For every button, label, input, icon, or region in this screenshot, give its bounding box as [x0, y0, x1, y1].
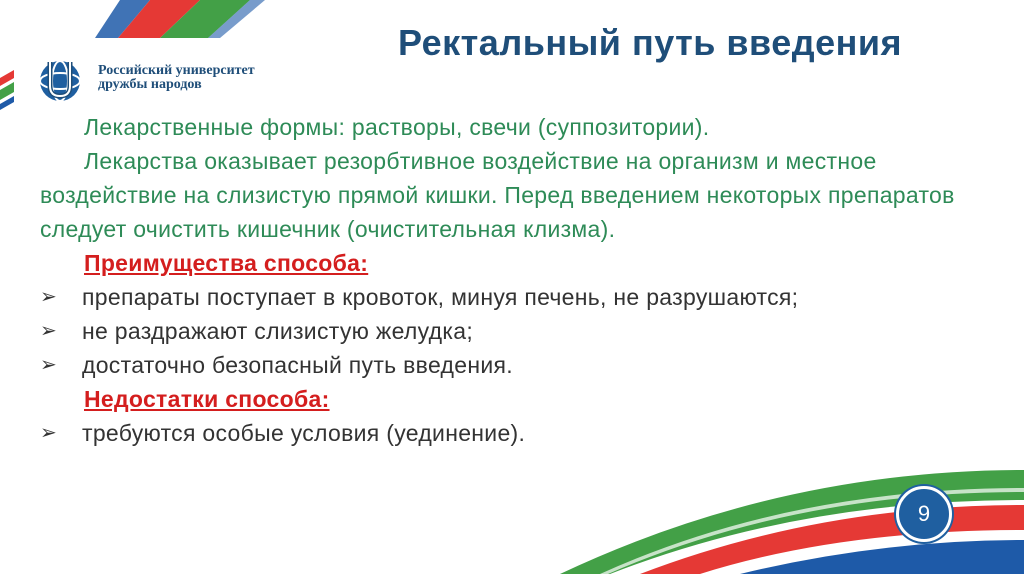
arrow-bullet-icon: ➢ [40, 320, 58, 342]
list-item [40, 348, 980, 382]
advantage-item-2: не раздражают слизистую желудка; [82, 318, 474, 344]
page-number-badge: 9 [896, 486, 952, 542]
disadvantage-item-1: требуются особые условия (уединение). [82, 420, 526, 446]
arrow-bullet-icon: ➢ [40, 354, 58, 376]
disadvantages-heading: Недостатки способа: [84, 386, 330, 412]
paragraph-forms: Лекарственные формы: растворы, свечи (суппозитории). [84, 114, 710, 140]
advantage-item-1: препараты поступает в кровоток, минуя печень, не разрушаются; [82, 284, 799, 310]
slide-content [40, 110, 980, 450]
logo-line-2: дружбы народов [98, 77, 202, 92]
advantage-item-3: достаточно безопасный путь введения. [82, 352, 513, 378]
logo-text [98, 64, 255, 92]
arrow-bullet-icon: ➢ [40, 286, 58, 308]
list-item [40, 416, 980, 450]
slide-title: Ректальный путь введения [398, 22, 902, 63]
advantages-heading: Преимущества способа: [84, 250, 369, 276]
list-item [40, 314, 980, 348]
arrow-bullet-icon: ➢ [40, 422, 58, 444]
logo-line-1: Российский университет [98, 63, 255, 78]
list-item [40, 280, 980, 314]
paragraph-action: Лекарства оказывает резорбтивное воздействие на организм и местное воздействие на слизистую прямой кишки. Перед введением некоторых препаратов следует очистить кишечник (очистительная клизма). [40, 148, 955, 242]
